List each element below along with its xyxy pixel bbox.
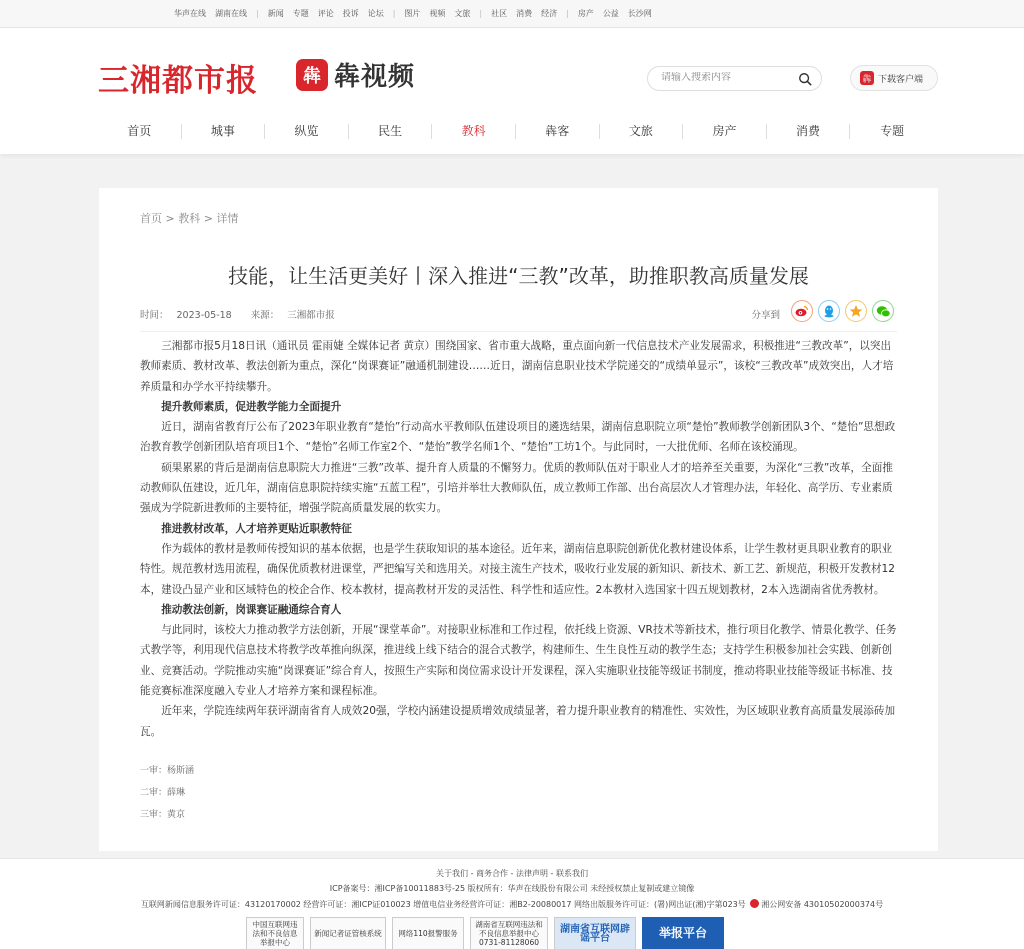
section-heading: 提升教师素质，促进教学能力全面提升: [161, 400, 342, 413]
article-title: 技能，让生活更美好丨深入推进“三教”改革，助推职教高质量发展: [228, 264, 809, 288]
nav-item[interactable]: 首页: [98, 124, 182, 139]
top-link[interactable]: 社区: [491, 9, 508, 18]
search-box: [647, 66, 822, 91]
article-paragraph: 近日，湖南省教育厅公布了2023年职业教育“楚怡”行动高水平教师队伍建设项目的遴选结果，湖南信息职院立项“楚怡”教师教学创新团队3个、“楚怡”思想政治教育教学创新团队培育项目1个、“楚怡”名师工作室2个、“楚怡”教学名师1个、“楚怡”工坊1个。与此同时，一大批优师、名师在该校涌现。: [140, 421, 896, 454]
top-link[interactable]: 新闻: [267, 9, 284, 18]
top-links: [174, 8, 661, 19]
article-paragraph: 三湘都市报5月18日讯（通讯员 霍雨婕 全媒体记者 黄京）围绕国家、省市重大战略，重点面向新一代信息技术产业发展需求，积极推进“三教改革”，以突出教师素质、教材改革、教法创新为重点，深化“岗课赛证”融通机制建设……近日，湖南信息职业技术学院递交的“成绩单显示”，该校“三教改革”成效突出，人才培养质量和办学水平持续攀升。: [140, 340, 894, 393]
footer-police: 湘公网安备 43010502000374号: [761, 900, 884, 909]
police-badge-icon: [750, 899, 759, 908]
nav-item[interactable]: 城事: [182, 124, 266, 139]
article-paragraph: 作为载体的教材是教师传授知识的基本依据，也是学生获取知识的基本途径。近年来，湖南信息职院创新优化教材建设体系，让学生教材更具职业教育的职业特性。规范教材选用流程，确保优质教材进课堂，严把编写关和选用关。对接主流生产技术，吸收行业发展的新知识、新技术、新工艺、新规范，积极开发教材12本，建设凸显产业和区域特色的校企合作、校本教材，提高教材开发的灵活性、科学性和适应性。2本教材入选国家十四五规划教材，2本入选湖南省优秀教材。: [140, 542, 896, 596]
top-link[interactable]: 公益: [602, 9, 619, 18]
nav-item[interactable]: 犇客: [516, 124, 600, 139]
breadcrumb-current: 详情: [216, 212, 239, 225]
news-card-badge[interactable]: 新闻记者证管核系统: [310, 917, 386, 949]
section-heading: 推动教法创新，岗课赛证融通综合育人: [161, 603, 342, 616]
main-nav: [98, 124, 934, 139]
nav-item[interactable]: 民生: [349, 124, 433, 139]
report-platform-badge[interactable]: 举报平台: [642, 917, 724, 949]
nav-item[interactable]: 消费: [767, 124, 851, 139]
share-label: 分享到: [751, 310, 780, 321]
top-link-separator: |: [392, 9, 396, 18]
qq-icon[interactable]: [818, 300, 840, 322]
site-logo[interactable]: 三湘都市报: [98, 63, 258, 99]
article-paragraph: 近年来，学院连续两年获评湖南省育人成效20强，学校内涵建设提质增效成绩显著，着力提升职业教育的精准性、实效性，为区域职业教育高质量发展添砖加瓦。: [140, 705, 896, 738]
download-label: 下载客户端: [878, 74, 924, 85]
share-bar: [751, 300, 894, 322]
top-link[interactable]: 房产: [577, 9, 594, 18]
top-link[interactable]: 长沙网: [627, 9, 652, 18]
publish-time: 2023-05-18: [176, 310, 232, 321]
top-link-separator: |: [256, 9, 259, 18]
rumor-platform-badge[interactable]: 湖南省互联网辟谣平台: [554, 917, 636, 949]
hunan-report-badge[interactable]: 湖南省互联网违法和不良信息举报中心 0731-81128060: [470, 917, 548, 949]
article-body: [140, 336, 899, 742]
nav-item[interactable]: 房产: [683, 124, 767, 139]
site-footer: [0, 858, 1024, 949]
breadcrumb-section[interactable]: 教科: [178, 212, 201, 225]
top-link[interactable]: 投诉: [342, 9, 359, 18]
nav-item[interactable]: 文旅: [600, 124, 684, 139]
search-input[interactable]: [661, 72, 791, 83]
top-link-separator: |: [566, 9, 569, 18]
breadcrumb-home[interactable]: 首页: [140, 212, 162, 225]
footer-links[interactable]: 关于我们 - 商务合作 - 法律声明 - 联系我们: [436, 869, 588, 878]
footer-licenses: [0, 899, 1024, 910]
source-name: 三湘都市报: [287, 310, 335, 321]
editor-line: 三审：黄京: [140, 810, 186, 820]
site-header: [0, 28, 1024, 154]
top-link[interactable]: 湖南在线: [215, 9, 247, 18]
editor-line: 二审：薛琳: [140, 788, 186, 798]
article-paragraph: 硕果累累的背后是湖南信息职院大力推进“三教”改革、提升育人质量的不懈努力。优质的教师队伍对于职业人才的培养至关重要，为深化“三教”改革，全面推动教师队伍建设，近几年，湖南信息职院持续实施“五蓝工程”，引培并举壮大教师队伍，成立教师工作部、出台高层次人才管理办法，年轻化、高学历、专业素质强成为学院新进教师的主要特征，增强学院高质量发展的软实力。: [140, 461, 893, 515]
nav-item[interactable]: 专题: [880, 124, 905, 138]
nav-item[interactable]: 纵览: [265, 124, 349, 139]
footer-license-text: 互联网新闻信息服务许可证：43120170002 经营许可证：湘ICP证010023 增值电信业务经营许可证：湘B2-20080017 网络出版服务许可证：(署)网出证(湘)字第023号: [140, 900, 746, 909]
video-logo-icon: 犇: [296, 59, 328, 91]
top-link[interactable]: 图片: [404, 9, 421, 18]
editor-credits: [140, 760, 194, 826]
top-link-bar: [0, 0, 1024, 28]
qzone-star-icon[interactable]: [845, 300, 867, 322]
footer-badges: [246, 917, 730, 949]
breadcrumb-sep: >: [200, 212, 217, 225]
source-label: 来源：: [250, 310, 280, 321]
breadcrumb: [140, 210, 238, 226]
video-logo[interactable]: [296, 56, 415, 93]
app-icon: 犇: [860, 71, 874, 85]
top-link[interactable]: 经济: [541, 9, 558, 18]
wechat-icon[interactable]: [872, 300, 894, 322]
time-label: 时间：: [140, 310, 169, 321]
editor-line: 一审：杨斯涵: [140, 766, 195, 776]
net110-badge[interactable]: 网络110报警服务: [392, 917, 464, 949]
breadcrumb-sep: >: [162, 212, 179, 225]
download-app-button[interactable]: [850, 65, 938, 91]
top-link[interactable]: 评论: [317, 9, 334, 18]
report-center-badge[interactable]: 中国互联网违法和不良信息举报中心: [246, 917, 304, 949]
top-link[interactable]: 论坛: [367, 9, 384, 18]
nav-item[interactable]: 教科: [432, 124, 516, 139]
search-icon[interactable]: [798, 72, 812, 86]
video-logo-text: 犇视频: [334, 62, 416, 92]
top-link[interactable]: 华声在线: [174, 9, 206, 18]
weibo-icon[interactable]: [791, 300, 813, 322]
article-meta: [140, 307, 351, 321]
top-link[interactable]: 消费: [516, 9, 533, 18]
top-link-separator: |: [479, 9, 483, 18]
meta-divider: [140, 331, 897, 332]
top-link[interactable]: 视频: [429, 9, 446, 18]
article-paragraph: 与此同时，该校大力推动教学方法创新，开展“课堂革命”。对接职业标准和工作过程，依托线上资源、VR技术等新技术，推行项目化教学、情景化教学、任务式教学等，利用现代信息技术将教学改革推向纵深，推进线上线下结合的混合式教学，构建师生、生生良性互动的教学生态；支持学生积极参加社会实践、创新创业、竞赛活动。学院推动实施“岗课赛证”综合育人，按照生产实际和岗位需求设计开发课程，深入实施职业技能等级证书制度，推动将职业技能等级证书标准、技能竞赛标准深度融入专业人才培养方案和课程标准。: [140, 624, 897, 698]
top-link[interactable]: 专题: [292, 9, 309, 18]
top-link[interactable]: 文旅: [454, 9, 471, 18]
section-heading: 推进教材改革，人才培养更贴近职教特征: [161, 522, 352, 535]
article-card: [99, 188, 938, 851]
footer-icp: ICP备案号：湘ICP备10011883号-25 版权所有：华声在线股份有限公司 未经授权禁止复制或建立镜像: [329, 884, 695, 893]
